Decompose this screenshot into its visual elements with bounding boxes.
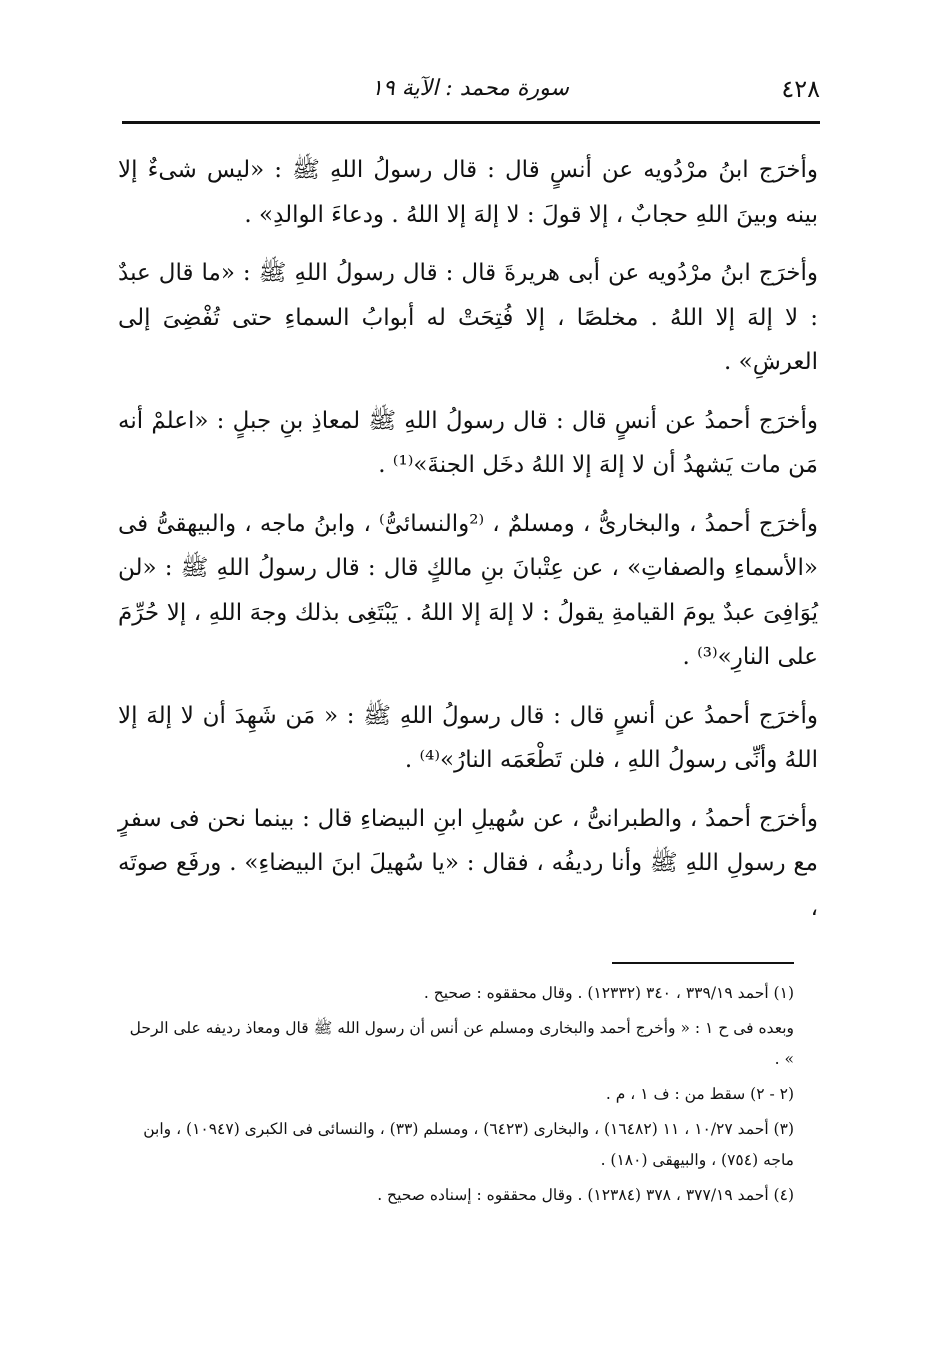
paragraph: وأخرَج أحمدُ عن أنسٍ قال : قال رسولُ اللهِ ﷺ : « مَن شَهِدَ أن لا إلهَ إلا اللهُ وأنِّى رسولُ اللهِ ، فلن تَطْعَمَه النارُ»⁽⁴⁾ .: [118, 702, 818, 773]
paragraph: وأخرَج أحمدُ عن أنسٍ قال : قال رسولُ اللهِ ﷺ لمعاذِ بنِ جبلٍ : «اعلمْ أنه مَن مات يَشهدُ أن لا إلهَ إلا اللهُ دخَل الجنةَ»⁽¹⁾ .: [118, 407, 818, 478]
main-text: [118, 148, 818, 944]
running-title: سورة محمد : الآية ١٩: [371, 76, 569, 101]
footnote: (٣) أحمد ١٠/٢٧ ، ١١ (١٦٤٨٢) ، والبخارى (٦٤٢٣) ، ومسلم (٣٣) ، والنسائى فى الكبرى (١٠٩٤٧) ، وابن ماجه (٧٥٤) ، والبيهقى (١٨٠) .: [143, 1120, 794, 1169]
paragraph: وأخرَج أحمدُ ، والبخارىُّ ، ومسلمٌ ، ⁽²والنسائىُّ⁾ ، وابنُ ماجه ، والبيهقىُّ فى «الأسماءِ والصفاتِ» ، عن عِتْبانَ بنِ مالكٍ قال : قال رسولُ اللهِ ﷺ : «لن يُوَافِىَ عبدٌ يومَ القيامةِ يقولُ : لا إلهَ إلا اللهُ . يَبْتَغِى بذلك وجهَ اللهِ ، إلا حُرِّمَ على النارِ»⁽³⁾ .: [118, 510, 818, 670]
paragraph: وأخرَج ابنُ مرْدُويه عن أبى هريرةَ قال : قال رسولُ اللهِ ﷺ : «ما قال عبدٌ : لا إلهَ إلا اللهُ . مخلصًا ، إلا فُتِحَتْ له أبوابُ السماءِ حتى تُفْضِىَ إلى العرشِ» .: [118, 260, 818, 375]
footnote: وبعده فى ح ١ : « وأخرج أحمد والبخارى ومسلم عن أنس أن رسول الله ﷺ قال ومعاذ رديفه على الرحل » .: [129, 1019, 794, 1068]
footnotes: [118, 978, 794, 1215]
footnote: (٤) أحمد ٣٧٧/١٩ ، ٣٧٨ (١٢٣٨٤) . وقال محققوه : إسناده صحيح .: [377, 1186, 794, 1204]
footnote: (١) أحمد ٣٣٩/١٩ ، ٣٤٠ (١٢٣٣٢) . وقال محققوه : صحيح .: [423, 984, 794, 1002]
paragraph: وأخرَج ابنُ مرْدُويه عن أنسٍ قال : قال رسولُ اللهِ ﷺ : «ليس شىءٌ إلا بينه وبينَ اللهِ حجابٌ ، إلا قولَ : لا إلهَ إلا اللهُ . ودعاءَ الوالدِ» .: [118, 157, 818, 228]
page-number: ٤٢٨: [781, 75, 820, 103]
page-header: [120, 72, 820, 112]
footnote: (٢ - ٢) سقط من : ف ١ ، م .: [605, 1085, 794, 1103]
footnote-separator: [612, 962, 794, 964]
paragraph: وأخرَج أحمدُ ، والطبرانىُّ ، عن سُهيلِ ابنِ البيضاءِ قال : بينما نحن فى سفرٍ مع رسولِ اللهِ ﷺ وأنا رديفُه ، فقال : «يا سُهيلَ ابنَ البيضاءِ» . ورفَع صوتَه ،: [118, 805, 818, 921]
header-rule: [122, 121, 820, 124]
